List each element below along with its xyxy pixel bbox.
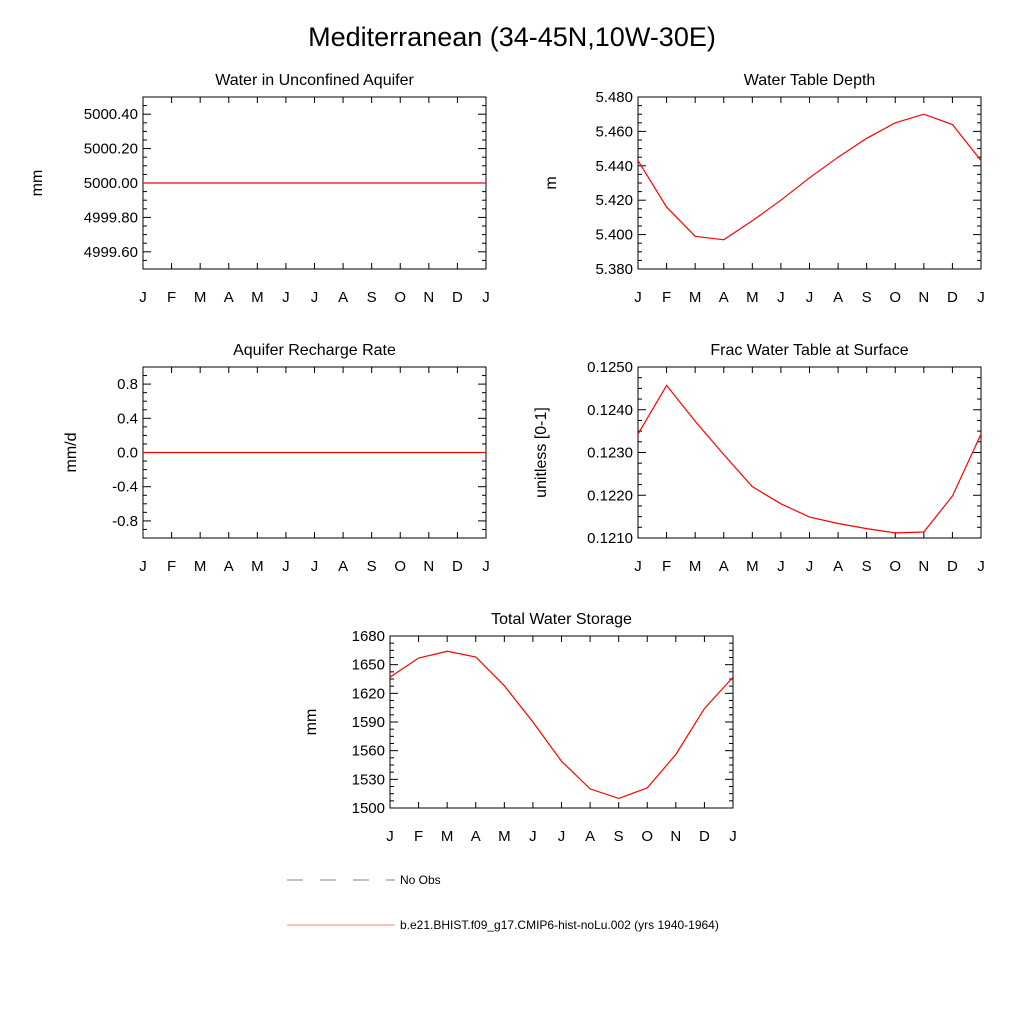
y-axis-label: mm/d — [63, 432, 80, 473]
y-tick-label: 5000.20 — [83, 140, 138, 158]
y-tick-label: 0.8 — [117, 376, 138, 394]
series-line-1 — [638, 385, 981, 533]
x-tick-label: M — [688, 558, 702, 575]
x-tick-label: J — [805, 289, 814, 306]
y-axis-label: mm — [29, 169, 46, 197]
x-tick-label: F — [413, 828, 424, 845]
x-tick-label: J — [386, 828, 394, 845]
x-tick-label: D — [451, 558, 463, 575]
y-tick-label: 1560 — [351, 742, 385, 760]
x-tick-label: J — [634, 289, 642, 306]
x-tick-label: A — [585, 828, 596, 845]
x-tick-label: A — [718, 558, 729, 575]
plot-frame — [390, 636, 733, 808]
x-tick-label: J — [529, 828, 537, 845]
x-tick-label: J — [977, 289, 985, 306]
x-tick-label: A — [470, 828, 481, 845]
y-tick-label: 0.1210 — [587, 530, 633, 547]
x-tick-label: A — [223, 289, 234, 306]
x-tick-label: F — [166, 558, 177, 575]
legend-label-1: No Obs — [400, 873, 441, 887]
x-tick-label: S — [366, 558, 377, 575]
x-tick-label: F — [166, 289, 177, 306]
x-tick-label: J — [729, 828, 737, 845]
plot-frame — [638, 367, 981, 538]
x-tick-label: J — [482, 558, 490, 575]
x-tick-label: M — [440, 828, 454, 845]
x-tick-label: M — [193, 289, 207, 306]
x-tick-label: J — [310, 558, 319, 575]
x-tick-label: A — [223, 558, 234, 575]
x-tick-label: N — [918, 289, 930, 306]
y-tick-label: 5.380 — [595, 261, 633, 278]
x-tick-label: N — [918, 558, 930, 575]
x-tick-label: A — [833, 558, 844, 575]
series-line-1 — [638, 114, 981, 240]
y-tick-label: 1620 — [351, 685, 385, 703]
x-tick-label: O — [641, 828, 654, 845]
x-tick-label: J — [557, 828, 566, 845]
chart-title: Water in Unconfined Aquifer — [215, 72, 414, 89]
y-tick-label: 0.0 — [117, 444, 138, 462]
plot-frame — [638, 97, 981, 269]
x-tick-label: O — [394, 558, 407, 575]
x-tick-label: D — [946, 289, 958, 306]
x-tick-label: M — [746, 289, 759, 306]
chart-panel-5 — [303, 611, 737, 845]
x-tick-label: M — [688, 289, 702, 306]
chart-title: Water Table Depth — [743, 72, 876, 89]
x-tick-label: S — [366, 289, 377, 306]
x-tick-label: D — [451, 289, 463, 306]
y-tick-label: 5.420 — [595, 192, 633, 210]
x-tick-label: J — [282, 558, 290, 575]
y-tick-label: 1680 — [351, 628, 385, 645]
x-tick-label: D — [946, 558, 958, 575]
x-tick-label: J — [777, 289, 785, 306]
y-axis-label: mm — [303, 708, 320, 736]
y-tick-label: 1500 — [351, 800, 385, 817]
x-tick-label: F — [661, 289, 672, 306]
legend — [287, 873, 719, 932]
series-line-1 — [390, 651, 733, 798]
x-tick-label: S — [861, 558, 872, 575]
x-tick-label: J — [805, 558, 814, 575]
x-tick-label: O — [889, 289, 902, 306]
x-tick-label: O — [394, 289, 407, 306]
y-tick-label: 5.460 — [595, 123, 633, 141]
x-tick-label: N — [423, 289, 435, 306]
x-tick-label: M — [498, 828, 511, 845]
y-tick-label: 1650 — [351, 656, 385, 674]
y-tick-label: 5.480 — [595, 89, 633, 106]
chart-panel-1 — [29, 72, 490, 306]
y-tick-label: 0.4 — [117, 410, 138, 428]
y-tick-label: 0.1250 — [587, 359, 633, 376]
x-tick-label: A — [833, 289, 844, 306]
chart-panel-4 — [533, 342, 985, 575]
legend-label-2: b.e21.BHIST.f09_g17.CMIP6-hist-noLu.002 (yrs 1940-1964) — [400, 918, 719, 932]
chart-title: Aquifer Recharge Rate — [233, 342, 396, 359]
y-tick-label: 4999.60 — [83, 243, 138, 261]
x-tick-label: N — [670, 828, 682, 845]
x-tick-label: J — [139, 558, 147, 575]
y-axis-label: m — [543, 176, 560, 190]
chart-panel-3 — [63, 342, 490, 575]
x-tick-label: N — [423, 558, 435, 575]
x-tick-label: M — [251, 558, 264, 575]
x-tick-label: M — [193, 558, 207, 575]
x-tick-label: A — [338, 558, 349, 575]
y-tick-label: 5.440 — [595, 157, 633, 175]
y-tick-label: 0.1230 — [587, 444, 633, 462]
x-tick-label: F — [661, 558, 672, 575]
x-tick-label: J — [977, 558, 985, 575]
y-tick-label: 5.400 — [595, 226, 633, 244]
x-tick-label: S — [613, 828, 624, 845]
x-tick-label: J — [482, 289, 490, 306]
x-tick-label: J — [282, 289, 290, 306]
chart-panel-2 — [543, 72, 985, 306]
x-tick-label: J — [777, 558, 785, 575]
x-tick-label: M — [746, 558, 759, 575]
x-tick-label: A — [718, 289, 729, 306]
y-tick-label: 4999.80 — [83, 209, 138, 227]
x-tick-label: D — [698, 828, 710, 845]
x-tick-label: J — [310, 289, 319, 306]
x-tick-label: A — [338, 289, 349, 306]
x-tick-label: M — [251, 289, 264, 306]
page-title: Mediterranean (34-45N,10W-30E) — [308, 22, 716, 52]
x-tick-label: O — [889, 558, 902, 575]
y-tick-label: 0.1220 — [587, 487, 633, 505]
y-axis-label: unitless [0-1] — [533, 407, 550, 498]
y-tick-label: 0.1240 — [587, 401, 633, 419]
y-tick-label: 5000.00 — [83, 175, 138, 192]
x-tick-label: J — [139, 289, 147, 306]
x-tick-label: J — [634, 558, 642, 575]
y-tick-label: 5000.40 — [83, 106, 138, 124]
chart-title: Total Water Storage — [491, 611, 632, 628]
chart-title: Frac Water Table at Surface — [710, 342, 909, 359]
y-tick-label: -0.4 — [112, 478, 138, 496]
y-tick-label: -0.8 — [112, 512, 138, 530]
y-tick-label: 1590 — [351, 714, 385, 731]
x-tick-label: S — [861, 289, 872, 306]
y-tick-label: 1530 — [351, 771, 385, 789]
